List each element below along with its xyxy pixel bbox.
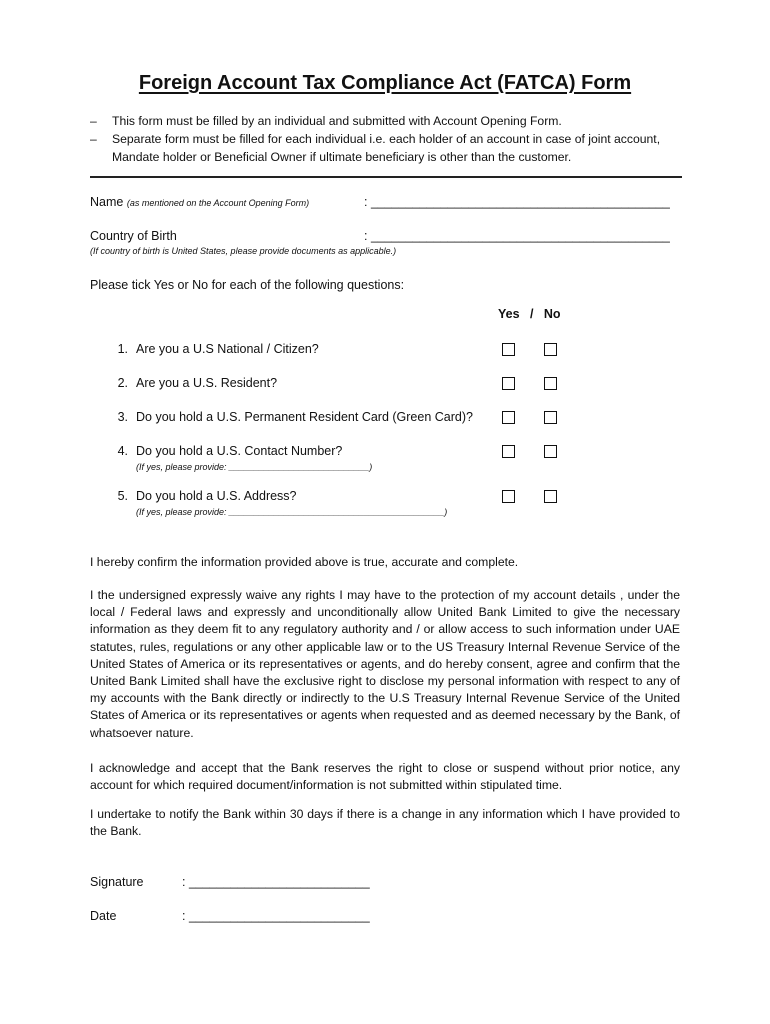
no-checkbox[interactable] <box>544 411 557 424</box>
name-label-group <box>90 195 309 209</box>
question-text: Are you a U.S National / Citizen? <box>136 342 319 356</box>
yes-checkbox[interactable] <box>502 411 515 424</box>
signature-label: Signature <box>90 875 144 889</box>
confirmation-statement: I hereby confirm the information provided above is true, accurate and complete. <box>90 555 519 569</box>
instruction-item <box>90 130 690 166</box>
question-number: 4. <box>117 444 128 458</box>
waiver-paragraph: I the undersigned expressly waive any rights I may have to the protection of my account details , under the local / Federal laws and expressly and unconditionally allow United Bank Limited to give the necessary information as they deem fit to any regulatory authority and / or allow access to such information under UAE statutes, rules, regulations or any other applicable law or to the US Treasury Internal Revenue Service of the United States of America or its representatives or agents, and do hereby consent, agree and confirm that the United Bank Limited shall have the exclusive right to disclose my personal information with respect to any of my accounts with the Bank directly or indirectly to the U.S Treasury Internal Revenue Service of the United States of America or its representatives or agents when requested and as deemed necessary by the Bank, of whatsoever nature. <box>90 588 680 740</box>
no-checkbox[interactable] <box>544 490 557 503</box>
question-text: Do you hold a U.S. Contact Number? <box>136 444 343 458</box>
signature-line[interactable]: : __________________________ <box>182 875 370 889</box>
undertaking-paragraph: I undertake to notify the Bank within 30 days if there is a change in any information which I have provided to the Bank. <box>90 807 680 839</box>
instruction-text: Separate form must be filled for each individual i.e. each holder of an account in case of joint account, Mandate holder or Beneficial Owner if ultimate beneficiary is other than the customer. <box>112 132 661 164</box>
question-number: 5. <box>117 489 128 503</box>
instruction-text: This form must be filled by an individual and submitted with Account Opening Form. <box>112 114 562 128</box>
question-text: Do you hold a U.S. Address? <box>136 489 297 503</box>
questions-intro: Please tick Yes or No for each of the following questions: <box>90 278 405 292</box>
yes-checkbox[interactable] <box>502 445 515 458</box>
bullet-dash: – <box>90 132 97 146</box>
name-note: (as mentioned on the Account Opening Form) <box>126 198 310 208</box>
no-checkbox[interactable] <box>544 343 557 356</box>
date-label: Date <box>90 909 117 923</box>
yes-checkbox[interactable] <box>502 490 515 503</box>
question-text: Are you a U.S. Resident? <box>136 376 278 390</box>
no-checkbox[interactable] <box>544 377 557 390</box>
form-title: Foreign Account Tax Compliance Act (FATCA) Form <box>138 72 632 94</box>
no-checkbox[interactable] <box>544 445 557 458</box>
name-label: Name <box>90 195 124 209</box>
question-note[interactable]: (If yes, please provide: ___________________________________________) <box>136 507 448 517</box>
name-input-line[interactable]: : ___________________________________________ <box>364 195 670 209</box>
section-divider <box>90 176 682 178</box>
acknowledgement-paragraph: I acknowledge and accept that the Bank reserves the right to close or suspend without prior notice, any account for which required document/information is not submitted within stipulated time. <box>90 761 680 793</box>
question-number: 2. <box>117 376 128 390</box>
yes-checkbox[interactable] <box>502 343 515 356</box>
yes-no-header: Yes / No <box>498 307 561 321</box>
question-number: 3. <box>117 410 128 424</box>
bullet-dash: – <box>90 114 97 128</box>
yes-checkbox[interactable] <box>502 377 515 390</box>
date-line[interactable]: : __________________________ <box>182 909 370 923</box>
country-of-birth-label: Country of Birth <box>90 229 177 243</box>
question-text: Do you hold a U.S. Permanent Resident Card (Green Card)? <box>136 410 473 424</box>
question-note[interactable]: (If yes, please provide: ____________________________) <box>136 462 373 472</box>
country-of-birth-input-line[interactable]: : ___________________________________________ <box>364 229 670 243</box>
question-number: 1. <box>117 342 128 356</box>
instruction-item <box>90 112 690 130</box>
country-of-birth-note: (If country of birth is United States, please provide documents as applicable.) <box>90 246 397 256</box>
